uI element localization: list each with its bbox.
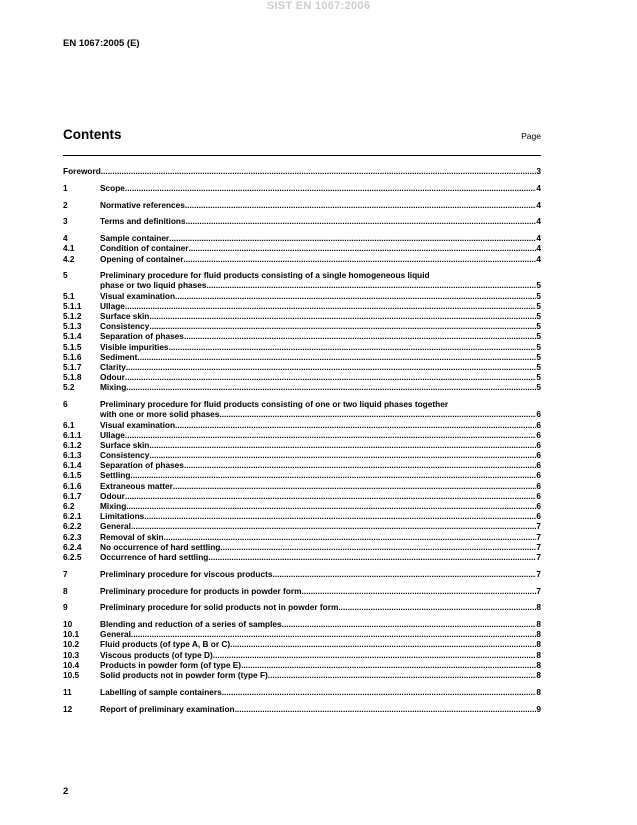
toc-leader-dots [149,321,536,331]
toc-entry-page: 8 [536,619,541,630]
toc-entry[interactable] [63,382,541,392]
toc-entry-title: Viscous products (of type D) [100,649,213,660]
toc-entry-title: Ullage [100,300,125,311]
toc-entry-title: Normative references [100,199,185,210]
toc-entry-page: 8 [536,649,541,660]
toc-leader-dots [186,216,537,226]
toc-leader-dots [208,552,536,562]
toc-leader-dots [175,420,536,430]
document-id: EN 1067:2005 (E) [63,38,140,49]
contents-title: Contents [63,127,122,142]
toc-entry[interactable] [63,243,541,253]
toc-entry-number: 2 [63,199,68,210]
toc-entry-number: 6.1.1 [63,429,82,440]
toc-entry-page: 6 [536,409,541,420]
toc-gap [63,612,541,619]
toc-entry-number: 5.1.4 [63,331,82,342]
toc-leader-dots [222,687,537,697]
toc-entry[interactable] [63,460,541,470]
toc-entry-page: 5 [536,351,541,362]
toc-entry[interactable] [63,321,541,331]
toc-entry-title: Report of preliminary examination [100,703,235,714]
toc-entry-page: 5 [536,300,541,311]
toc-entry-number: 6.1.2 [63,439,82,450]
toc-entry-number: 5.1.6 [63,351,82,362]
toc-entry[interactable] [63,440,541,450]
toc-gap [63,697,541,704]
toc-entry[interactable] [63,569,541,579]
toc-entry-number: 5.1.1 [63,300,82,311]
toc-entry-page: 5 [536,280,541,291]
toc-leader-dots [272,569,536,579]
toc-entry-title: Products in powder form (of type E) [100,659,242,670]
toc-entry-page: 8 [536,670,541,680]
toc-entry-number: 12 [63,703,73,714]
toc-entry-title: Terms and definitions [100,216,186,227]
toc-entry-title: Sample container [100,233,170,244]
toc-leader-dots [126,382,536,392]
toc-entry-title: Surface skin [100,439,150,450]
toc-entry-page: 5 [536,372,541,383]
toc-entry-number: 10.2 [63,639,80,650]
toc-entry-title: Preliminary procedure for viscous products [100,568,273,579]
toc-entry-page: 8 [536,639,541,650]
toc-leader-dots [282,619,537,629]
toc-entry-number: 7 [63,568,68,579]
toc-leader-dots [149,311,536,321]
toc-entry-number: 4.1 [63,243,75,254]
toc-entry[interactable] [63,501,541,511]
toc-entry-title: Removal of skin [100,531,164,542]
toc-entry[interactable] [63,233,541,243]
toc-entry-title: Labelling of sample containers [100,686,222,697]
toc-entry[interactable] [63,619,541,629]
toc-entry-number: 1 [63,182,68,193]
toc-entry-title: Fluid products (of type A, B or C) [100,639,231,650]
toc-leader-dots [131,521,536,531]
toc-entry-page: 8 [536,659,541,670]
toc-leader-dots [126,362,537,372]
toc-entry-number: 10.3 [63,649,80,660]
toc-entry-page: 5 [536,341,541,352]
toc-entry[interactable] [63,200,541,210]
toc-entry-page: 7 [536,521,541,532]
toc-leader-dots [220,542,536,552]
toc-entry-number: 6 [63,399,68,410]
toc-entry-title: Separation of phases [100,331,184,342]
toc-entry[interactable] [63,629,541,639]
toc-entry-number: 6.1.6 [63,480,82,491]
toc-entry-title: Clarity [100,361,126,372]
toc-entry[interactable] [63,430,541,440]
toc-leader-dots [213,650,537,660]
toc-entry-page: 4 [536,233,541,244]
toc-entry[interactable] [63,660,541,670]
toc-entry[interactable] [63,704,541,714]
watermark: SIST EN 1067:2006 [266,0,371,12]
toc-entry-title: Consistency [100,321,150,332]
toc-entry-page: 5 [536,331,541,342]
toc-entry-number: 10.1 [63,629,80,640]
toc-entry[interactable] [63,409,541,419]
toc-entry-number: 6.2 [63,501,75,511]
toc-gap [63,210,541,217]
toc-entry-title: Mixing [100,382,127,393]
toc-leader-dots [125,183,536,193]
toc-leader-dots [301,586,536,596]
toc-entry-page: 7 [536,585,541,596]
toc-entry[interactable] [63,650,541,660]
toc-entry[interactable] [63,301,541,311]
toc-entry-number: 5.1 [63,290,75,301]
toc-leader-dots [125,430,536,440]
toc-leader-dots [241,660,536,670]
toc-entry-number: 6.2.3 [63,531,82,542]
toc-gap [63,579,541,586]
toc-leader-dots [268,670,537,680]
toc-entry[interactable] [63,254,541,264]
page-number: 2 [63,786,69,797]
toc-entry[interactable] [63,372,541,382]
toc-entry-page: 5 [536,290,541,301]
toc-entry-title: Preliminary procedure for solid products not in powder form [100,602,339,613]
toc-entry[interactable] [63,450,541,460]
toc-gap [63,193,541,200]
toc-leader-dots [207,280,537,290]
toc-entry-number: 5.2 [63,382,75,393]
toc-entry-title: with one or more solid phases [100,409,220,420]
toc-entry-title: Consistency [100,450,150,461]
toc-leader-dots [219,409,536,419]
toc-entry-title: Preliminary procedure for fluid products consisting of a single homogeneous liquid [100,270,430,281]
toc-leader-dots [183,254,536,264]
toc-entry-title: Sediment [100,351,138,362]
toc-entry-number: 6.1.7 [63,490,82,501]
toc-leader-dots [131,629,536,639]
toc-entry-number: 6.2.4 [63,541,82,552]
toc-leader-dots [126,501,536,511]
toc-entry-number: 8 [63,585,68,596]
toc-entry-number: 10.4 [63,659,80,670]
toc-entry-title: Extraneous matter [100,480,173,491]
toc-entry-title: Surface skin [100,311,150,322]
toc-entry-number: 5 [63,270,68,281]
toc-entry-page: 5 [536,311,541,322]
toc-entry[interactable] [63,291,541,301]
toc-entry-number: 6.1.5 [63,470,82,481]
toc-entry-number: 5.1.8 [63,372,82,383]
toc-entry[interactable] [63,511,541,521]
toc-entry-number: 6.2.1 [63,511,82,522]
toc-leader-dots [164,532,537,542]
toc-entry[interactable] [63,352,541,362]
page-column-label: Page [521,131,541,141]
toc-entry-number: 10 [63,619,73,630]
toc-entry-page: 4 [536,253,541,264]
toc-entry-title: Separation of phases [100,460,184,471]
toc-entry-title: Scope [100,182,125,193]
toc-leader-dots [173,481,537,491]
toc-entry-page: 5 [536,382,541,393]
toc-entry-number: 6.2.2 [63,521,82,532]
toc-entry-page: 4 [536,182,541,193]
toc-leader-dots [125,372,536,382]
toc-entry[interactable] [63,552,541,562]
toc-entry-title: Preliminary procedure for fluid products consisting of one or two liquid phases together [100,399,449,410]
toc-entry-page: 6 [536,429,541,440]
toc-leader-dots [149,450,536,460]
toc-leader-dots [184,331,536,341]
toc-entry-page: 7 [536,531,541,542]
toc-leader-dots [189,243,537,253]
toc-gap [63,680,541,687]
toc-entry[interactable] [63,331,541,341]
toc-entry-title: No occurrence of hard settling [100,541,221,552]
toc-entry-page: 4 [536,199,541,210]
toc-leader-dots [175,291,536,301]
toc-leader-dots [125,301,536,311]
toc-entry-page: 8 [536,629,541,640]
toc-entry-page: 5 [536,361,541,372]
toc-entry-title: phase or two liquid phases [100,280,207,291]
toc-entry[interactable] [63,470,541,480]
toc-leader-dots [144,511,536,521]
toc-entry[interactable] [63,216,541,226]
toc-entry-title: Mixing [100,501,127,511]
toc-gap [63,227,541,234]
toc-gap [63,393,541,400]
toc-entry[interactable] [63,491,541,501]
toc-entry-title: Foreword [63,166,101,176]
toc-entry-number: 5.1.3 [63,321,82,332]
toc-leader-dots [101,166,537,176]
toc-gap [63,562,541,569]
toc-entry-title: Opening of container [100,253,184,264]
toc-entry[interactable] [63,639,541,649]
toc-leader-dots [130,470,536,480]
toc-entry-title: Settling [100,470,131,481]
toc-entry-number: 4 [63,233,68,244]
toc-entry-title: General [100,521,131,532]
toc-entry-title: Visual examination [100,419,176,430]
toc-entry[interactable] [63,280,541,290]
toc-entry-number: 6.1 [63,419,75,430]
toc-gap [63,596,541,603]
toc-entry[interactable] [63,342,541,352]
toc-entry[interactable] [63,532,541,542]
toc-entry-number: 4.2 [63,253,75,264]
toc-entry-title: Visible impurities [100,341,169,352]
toc-entry-number: 9 [63,602,68,613]
toc-entry-page: 6 [536,480,541,491]
toc-entry-page: 6 [536,460,541,471]
toc-entry-number: 10.5 [63,670,80,680]
toc-entry[interactable] [63,362,541,372]
toc-entry-page: 6 [536,439,541,450]
toc-entry-title: Solid products not in powder form (type F) [100,670,268,680]
toc-entry-page: 3 [536,166,541,176]
toc-leader-dots [149,440,536,450]
toc-entry-title: Blending and reduction of a series of samples [100,619,282,630]
toc-leader-dots [169,233,536,243]
toc-entry-number: 5.1.5 [63,341,82,352]
toc-entry-page: 4 [536,216,541,227]
toc-entry[interactable] [63,399,541,409]
title-rule [63,155,541,156]
toc-gap [63,176,541,183]
toc-entry-title: Ullage [100,429,125,440]
toc-entry-page: 8 [536,686,541,697]
toc-entry-page: 6 [536,511,541,522]
toc-entry-page: 6 [536,419,541,430]
toc-entry-title: Limitations [100,511,145,522]
toc-leader-dots [125,491,536,501]
toc-entry-number: 6.2.5 [63,551,82,562]
toc-entry-title: Occurrence of hard settling [100,551,209,562]
toc-leader-dots [338,602,536,612]
toc-entry-number: 3 [63,216,68,227]
toc-entry-page: 7 [536,541,541,552]
toc-entry-number: 11 [63,686,72,697]
toc-leader-dots [169,342,537,352]
toc-entry-page: 5 [536,321,541,332]
toc-entry-title: Preliminary procedure for products in powder form [100,585,302,596]
table-of-contents [63,166,541,714]
toc-entry-title: Visual examination [100,290,176,301]
toc-entry-page: 9 [536,703,541,714]
toc-entry[interactable] [63,602,541,612]
toc-leader-dots [230,639,536,649]
toc-entry[interactable] [63,670,541,680]
toc-entry-page: 8 [536,602,541,613]
toc-gap [63,264,541,271]
toc-leader-dots [185,200,537,210]
toc-entry-page: 6 [536,470,541,481]
toc-entry-page: 6 [536,490,541,501]
toc-entry-title: Condition of container [100,243,189,254]
toc-entry-page: 4 [536,243,541,254]
toc-leader-dots [137,352,536,362]
toc-entry[interactable] [63,687,541,697]
toc-entry[interactable] [63,311,541,321]
toc-entry-number: 5.1.2 [63,311,82,322]
toc-leader-dots [235,704,537,714]
toc-entry[interactable] [63,481,541,491]
toc-entry-page: 6 [536,501,541,511]
toc-entry-number: 5.1.7 [63,361,82,372]
toc-entry[interactable] [63,542,541,552]
toc-entry-title: Odour [100,372,125,383]
toc-entry-title: Odour [100,490,125,501]
toc-entry[interactable] [63,586,541,596]
toc-entry-page: 7 [536,568,541,579]
toc-entry-number: 6.1.3 [63,450,82,461]
toc-entry[interactable] [63,166,541,176]
toc-entry-number: 6.1.4 [63,460,82,471]
toc-entry-page: 7 [536,551,541,562]
toc-entry-page: 6 [536,450,541,461]
toc-entry[interactable] [63,521,541,531]
toc-leader-dots [184,460,536,470]
toc-entry-title: General [100,629,131,640]
toc-entry[interactable] [63,420,541,430]
toc-entry[interactable] [63,183,541,193]
toc-entry[interactable] [63,270,541,280]
